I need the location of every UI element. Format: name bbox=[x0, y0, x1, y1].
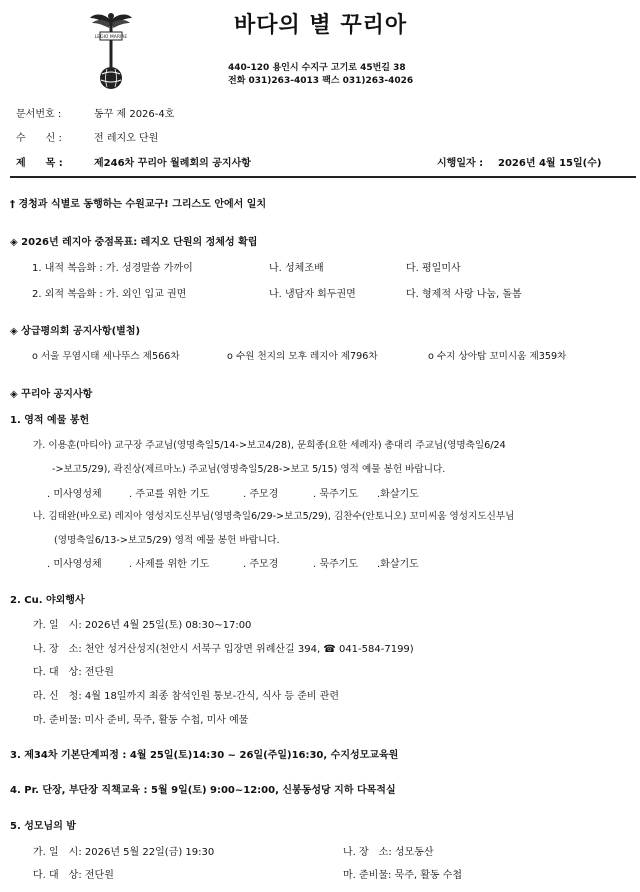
goal-item: 다. 형제적 사랑 나눔, 돌봄 bbox=[406, 289, 522, 300]
goal-item: 1. 내적 복음화 : 가. 성경말씀 가까이 bbox=[32, 263, 193, 274]
prayer-item: .화살기도 bbox=[377, 489, 419, 500]
s5-item: 마. 준비물: 묵주, 활동 수첩 bbox=[343, 870, 463, 881]
org-title: 바다의 별 꾸리아 bbox=[234, 13, 408, 38]
council-item: o 서울 무염시태 세나뚜스 제566차 bbox=[32, 351, 180, 362]
doc-no: 동꾸 제 2026-4호 bbox=[94, 109, 175, 120]
goal-item: 나. 성체조배 bbox=[269, 263, 324, 274]
council-item: o 수원 천지의 모후 레지아 제796차 bbox=[227, 351, 378, 362]
s2-row: 마. 준비물: 미사 준비, 묵주, 활동 수첩, 미사 예물 bbox=[33, 715, 249, 726]
prayer-item: .화살기도 bbox=[377, 559, 419, 570]
s5-item: 다. 대 상: 전단원 bbox=[33, 870, 114, 881]
s2-row: 라. 신 청: 4월 18일까지 최종 참석인원 통보-간식, 식사 등 준비 관련 bbox=[33, 691, 340, 702]
section-5-title: 5. 성모님의 밤 bbox=[10, 821, 77, 832]
s2-row: 가. 일 시: 2026년 4월 25일(토) 08:30~17:00 bbox=[33, 620, 252, 631]
prayer-item: . 미사영성체 bbox=[47, 559, 102, 570]
prayer-item: . 주모경 bbox=[243, 559, 279, 570]
goal-item: 나. 냉담자 회두권면 bbox=[269, 289, 356, 300]
subject-label: 제 목 : bbox=[16, 158, 63, 169]
section-4: 4. Pr. 단장, 부단장 직책교육 : 5월 9일(토) 9:00~12:00, 신봉동성당 지하 다목적실 bbox=[10, 785, 396, 796]
section-3: 3. 제34차 기본단계피정 : 4월 25일(토)14:30 ~ 26일(주일)16:30, 수지성모교육원 bbox=[10, 750, 399, 761]
prayer-item: . 주모경 bbox=[243, 489, 279, 500]
date-label: 시행일자 : bbox=[437, 158, 484, 169]
subject: 제246차 꾸리아 월례회의 공지사항 bbox=[94, 158, 251, 169]
s5-item: 가. 일 시: 2026년 5월 22일(금) 19:30 bbox=[33, 847, 215, 858]
s2-row: 다. 대 상: 전단원 bbox=[33, 667, 114, 678]
prayer-item: . 사제를 위한 기도 bbox=[129, 559, 210, 570]
s1-ga-line-2: ->보고5/29), 곽진상(제르마노) 주교님(영명축일5/28->보고 5/15) 영적 예물 봉헌 바랍니다. bbox=[52, 464, 446, 475]
council-heading: ◈ 상급평의회 공지사항(별첨) bbox=[10, 326, 141, 337]
contact-info: 전화 031)263-4013 팩스 031)263-4026 bbox=[228, 76, 414, 86]
motto: † 경청과 식별로 동행하는 수원교구! 그리스도 안에서 일치 bbox=[10, 199, 267, 210]
s1-na-line-2: (영명축일6/13->보고5/29) 영적 예물 봉헌 바랍니다. bbox=[54, 535, 280, 546]
goal-item: 다. 평일미사 bbox=[406, 263, 461, 274]
section-1-title: 1. 영적 예물 봉헌 bbox=[10, 415, 90, 426]
curia-heading: ◈ 꾸리아 공지사항 bbox=[10, 389, 93, 400]
s2-row: 나. 장 소: 천안 성거산성지(천안시 서북구 입장면 위례산길 394, ☎ 041-584-7199) bbox=[33, 644, 414, 655]
recipient-label: 수 신 : bbox=[16, 133, 62, 144]
address: 440-120 용인시 수지구 고기로 45번길 38 bbox=[228, 63, 406, 73]
recipient: 전 레지오 단원 bbox=[94, 133, 159, 144]
section-2-title: 2. Cu. 야외행사 bbox=[10, 595, 85, 606]
s1-na-line-1: 나. 김태완(바오로) 레지아 영성지도신부님(영명축일6/29->보고5/29), 김찬수(안토니오) 꼬미씨움 영성지도신부님 bbox=[33, 511, 515, 522]
s5-item: 나. 장 소: 성모동산 bbox=[343, 847, 434, 858]
goal-item: 2. 외적 복음화 : 가. 외인 입교 권면 bbox=[32, 289, 187, 300]
prayer-item: . 묵주기도 bbox=[313, 559, 358, 570]
prayer-item: . 묵주기도 bbox=[313, 489, 358, 500]
issue-date: 2026년 4월 15일(수) bbox=[498, 158, 602, 169]
prayer-item: . 미사영성체 bbox=[47, 489, 102, 500]
prayer-item: . 주교를 위한 기도 bbox=[129, 489, 210, 500]
doc-no-label: 문서번호 : bbox=[16, 109, 62, 120]
header-divider bbox=[10, 176, 636, 178]
emblem-text: LEGIO MARIAE bbox=[94, 35, 128, 40]
council-item: o 수지 상아탑 꼬미시움 제359차 bbox=[428, 351, 567, 362]
goal-heading: ◈ 2026년 레지아 중점목표: 레지오 단원의 정체성 확립 bbox=[10, 237, 258, 248]
s1-ga-line-1: 가. 이용훈(마티아) 교구장 주교님(영명축일5/14->보고4/28), 문희종(요한 세례자) 총대리 주교님(영명축일6/24 bbox=[33, 440, 506, 451]
legio-mariae-emblem bbox=[88, 8, 134, 92]
